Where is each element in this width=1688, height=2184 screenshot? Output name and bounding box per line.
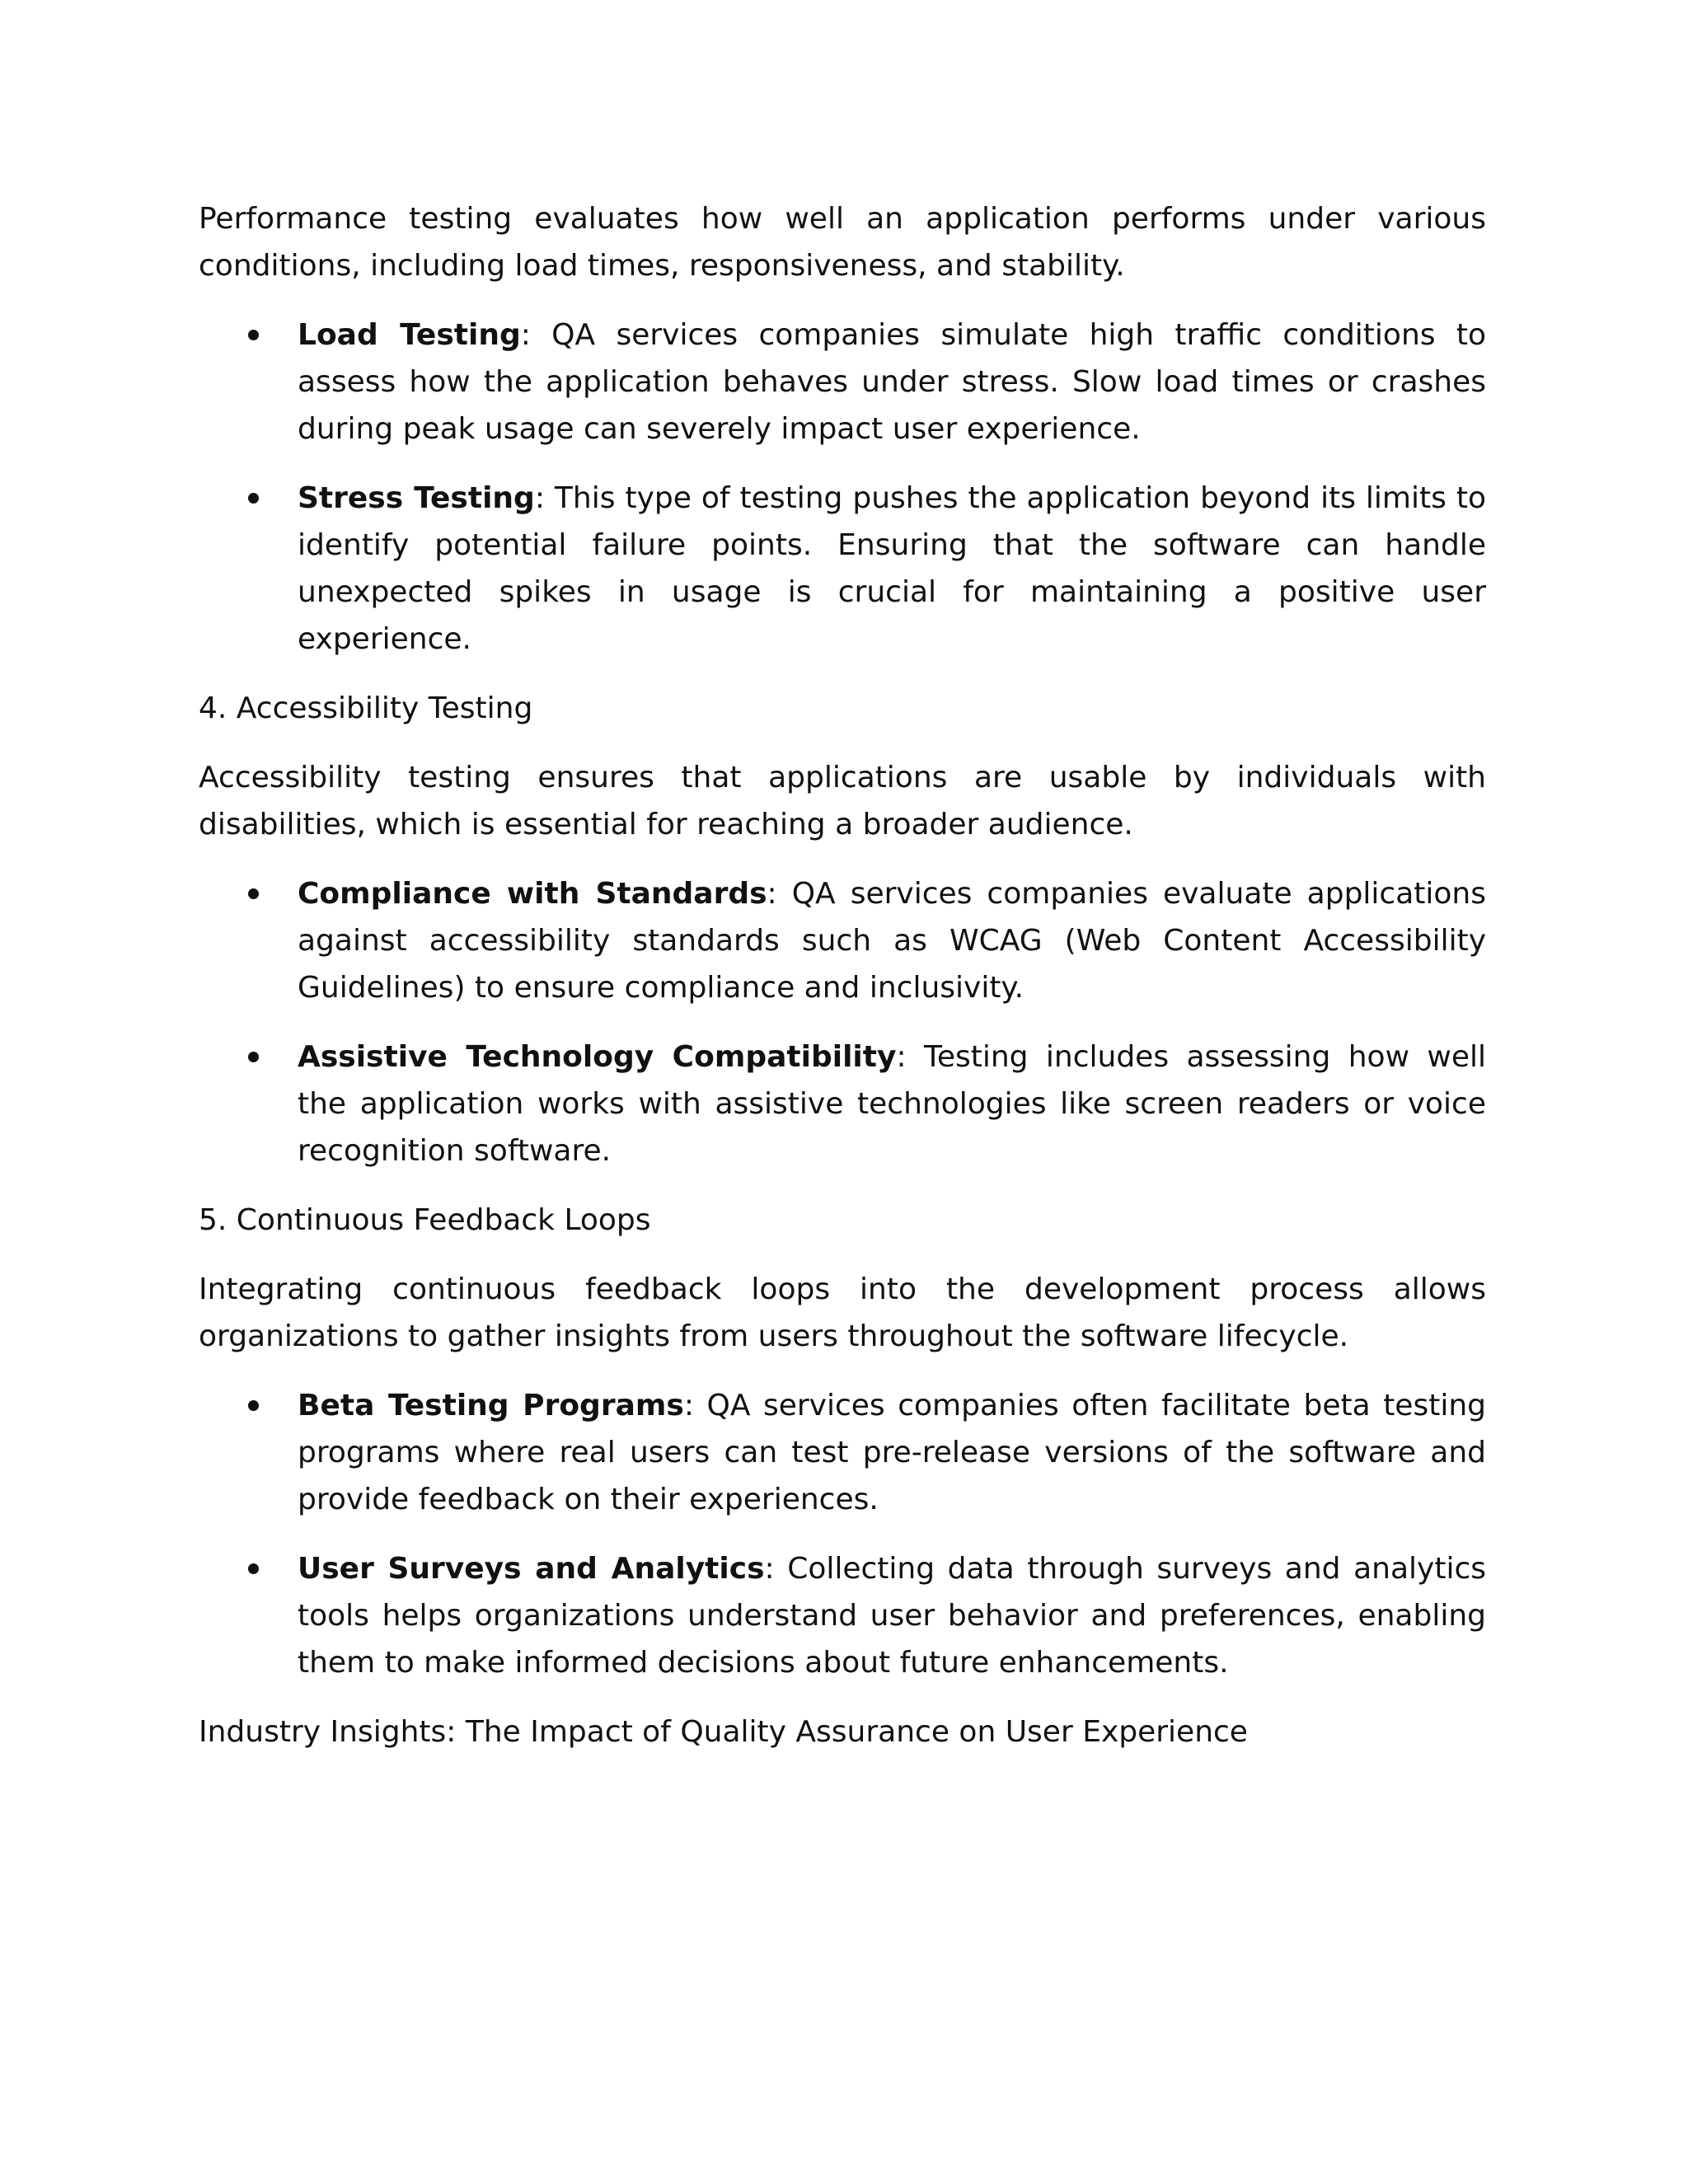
bullet-dot-icon <box>248 888 259 899</box>
bullet-compliance-standards <box>199 870 1486 1011</box>
bullet-text: : QA services companies evaluate applications against accessibility standards such as WCAG (Web Content Accessibility Guidelines) to ensure compliance and inclusivity. <box>298 877 1487 1005</box>
feedback-heading: 5. Continuous Feedback Loops <box>199 1203 651 1237</box>
bullet-load-testing <box>199 312 1486 452</box>
accessibility-intro: Accessibility testing ensures that applications are usable by individuals with disabilities, which is essential for reaching a broader audience. <box>199 761 1486 841</box>
bullet-text: : This type of testing pushes the application beyond its limits to identify potential failure points. Ensuring that the software can handle unexpected spikes in usage is crucial for maintaining a positive user experience. <box>298 481 1486 656</box>
feedback-bullet-list <box>199 1382 1486 1686</box>
bullet-term: User Surveys and Analytics <box>298 1552 765 1586</box>
bullet-text: : QA services companies simulate high traffic conditions to assess how the application behaves under stress. Slow load times or crashes during peak usage can severely impact user experience. <box>298 318 1486 446</box>
bullet-term: Compliance with Standards <box>298 877 767 911</box>
feedback-intro: Integrating continuous feedback loops into the development process allows organizations to gather insights from users throughout the software lifecycle. <box>199 1272 1486 1353</box>
bullet-text: : Collecting data through surveys and analytics tools helps organizations understand user behavior and preferences, enabling them to make informed decisions about future enhancements. <box>298 1552 1486 1680</box>
accessibility-heading: 4. Accessibility Testing <box>199 691 533 725</box>
document-body <box>199 195 1486 1778</box>
bullet-term: Assistive Technology Compatibility <box>298 1040 897 1074</box>
bullet-term: Beta Testing Programs <box>298 1389 684 1422</box>
bullet-user-surveys <box>199 1545 1486 1686</box>
bullet-text: : QA services companies often facilitate beta testing programs where real users can test pre-release versions of the software and provide feedback on their experiences. <box>298 1389 1486 1516</box>
bullet-dot-icon <box>248 493 259 504</box>
bullet-dot-icon <box>248 1052 259 1062</box>
industry-heading: Industry Insights: The Impact of Quality Assurance on User Experience <box>199 1715 1248 1749</box>
bullet-dot-icon <box>248 330 259 340</box>
bullet-stress-testing <box>199 475 1486 663</box>
bullet-term: Load Testing <box>298 318 521 352</box>
bullet-dot-icon <box>248 1563 259 1574</box>
performance-intro: Performance testing evaluates how well an application performs under various conditions, including load times, responsiveness, and stability. <box>199 202 1486 283</box>
bullet-dot-icon <box>248 1400 259 1411</box>
accessibility-bullet-list <box>199 870 1486 1174</box>
bullet-beta-testing <box>199 1382 1486 1523</box>
bullet-assistive-technology <box>199 1033 1486 1174</box>
performance-bullet-list <box>199 312 1486 663</box>
bullet-text: : Testing includes assessing how well the application works with assistive technologies like screen readers or voice recognition software. <box>298 1040 1486 1168</box>
bullet-term: Stress Testing <box>298 481 535 515</box>
